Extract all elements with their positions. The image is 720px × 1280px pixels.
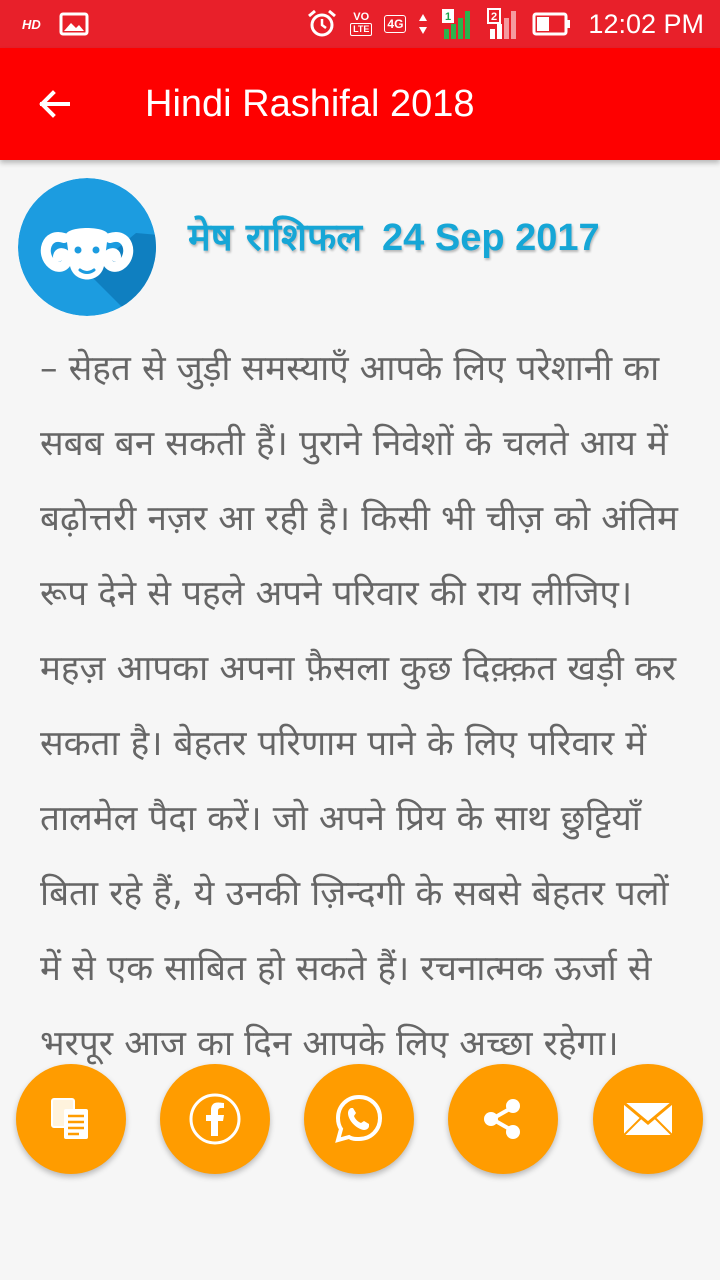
whatsapp-share-button[interactable] [304,1064,414,1174]
back-button[interactable] [28,78,80,130]
share-icon [478,1094,528,1144]
app-bar [0,48,720,160]
email-share-button[interactable] [593,1064,703,1174]
horoscope-text: – सेहत से जुड़ी समस्याएँ आपके लिए परेशानी का सबब बन सकती हैं। पुराने निवेशों के चलते आय में बढ़ोत्तरी नज़र आ रही है। किसी भी चीज़ को अंतिम रूप देने से पहले अपने परिवार की राय लीजिए। महज़ आपका अपना फ़ैसला कुछ दिक़्क़त खड़ी कर सकता है। बेहतर परिणाम पाने के लिए परिवार में तालमेल पैदा करें। जो अपने प्रिय के साथ छुट्टियाँ बिता रहे हैं, ये उनकी ज़िन्दगी के सबसे बेहतर पलों में से एक साबित हो सकते हैं। रचनात्मक ऊर्जा से भरपूर आज का दिन आपके लिए अच्छा रहेगा। [40,349,678,1064]
alarm-icon [306,8,338,40]
signal-sim2-icon [486,7,520,41]
data-arrows-icon [418,12,428,36]
rashi-heading [188,210,600,262]
sim1-label: 1 [445,11,452,23]
signal-sim1-icon [440,7,474,41]
volte-indicator [350,12,372,36]
facebook-icon [188,1092,242,1146]
horoscope-content[interactable] [0,160,720,1176]
status-bar [0,0,720,48]
rashi-name: मेष राशिफल [188,215,363,259]
arrow-back-icon [34,84,74,124]
sim2-label: 2 [491,11,498,23]
lte-label: LTE [350,23,372,36]
whatsapp-icon [331,1091,387,1147]
volte-label: VO [353,11,370,23]
copy-button[interactable] [16,1064,126,1174]
gallery-notification-icon [59,12,89,36]
copy-icon [46,1094,96,1144]
battery-icon [532,12,572,36]
hd-indicator: HD [22,16,41,32]
facebook-share-button[interactable] [160,1064,270,1174]
status-time: 12:02 PM [588,8,704,39]
share-button[interactable] [448,1064,558,1174]
app-title: Hindi Rashifal 2018 [145,83,475,125]
network-type-badge: 4G [384,15,406,33]
rashi-date: 24 Sep 2017 [382,217,600,259]
aries-ram-icon [18,178,156,316]
mail-icon [621,1099,675,1139]
